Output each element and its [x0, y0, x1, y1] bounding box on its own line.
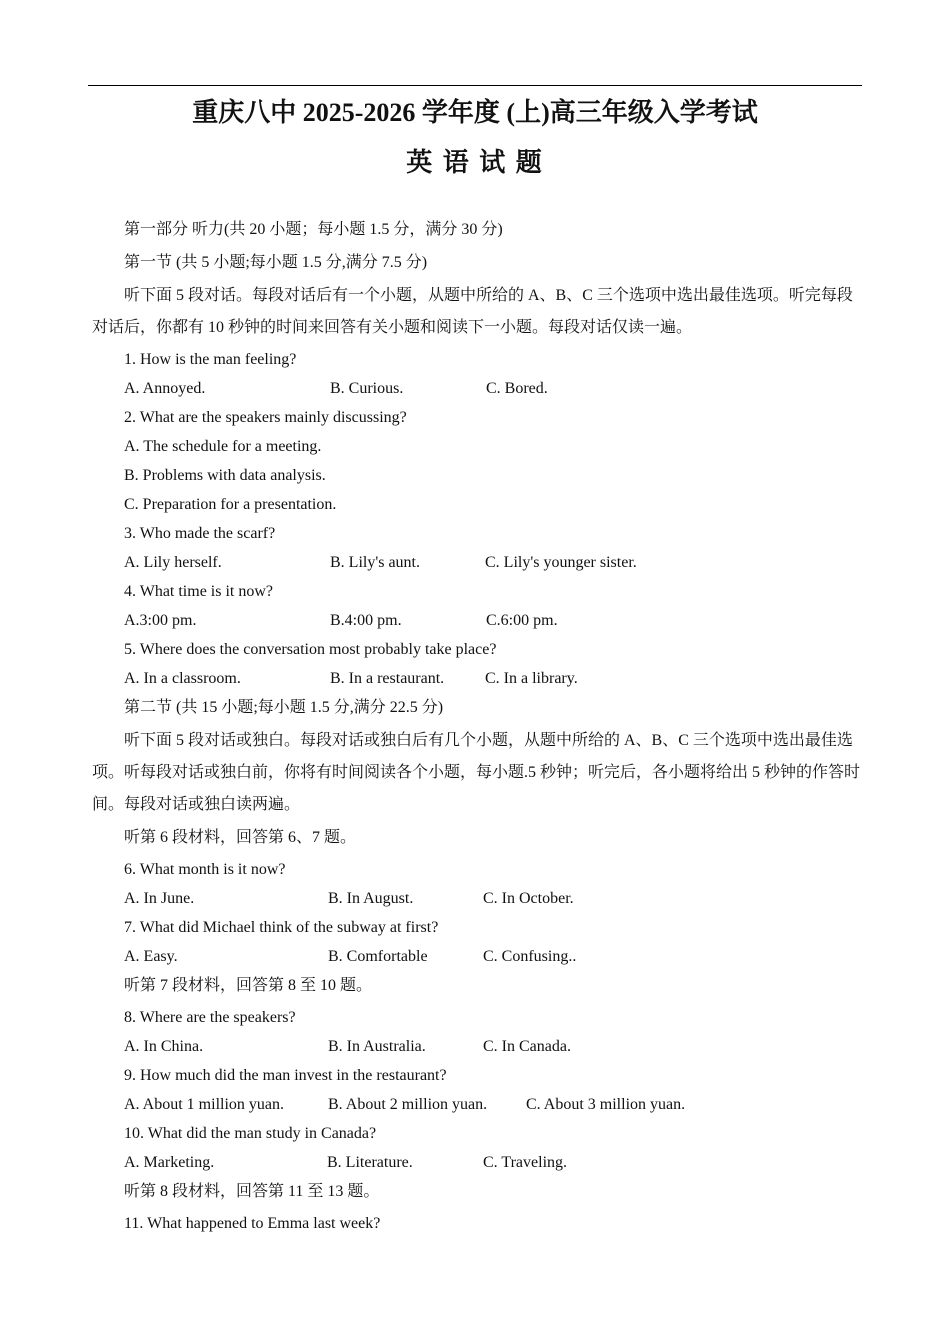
q3-option-a: A. Lily herself. [124, 554, 222, 571]
section1-heading: 第一节 (共 5 小题;每小题 1.5 分,满分 7.5 分) [124, 254, 428, 271]
q6-option-c: C. In October. [483, 890, 574, 907]
q2-option-a: A. The schedule for a meeting. [124, 438, 322, 455]
question-10: 10. What did the man study in Canada? [124, 1125, 377, 1142]
exam-title: 重庆八中 2025-2026 学年度 (上)高三年级入学考试 [192, 98, 758, 127]
question-11: 11. What happened to Emma last week? [124, 1215, 381, 1232]
exam-subtitle: 英 语 试 题 [406, 148, 544, 177]
q1-option-c: C. Bored. [486, 380, 548, 397]
q5-option-a: A. In a classroom. [124, 670, 241, 687]
q1-option-a: A. Annoyed. [124, 380, 206, 397]
section2-instructions: 听下面 5 段对话或独白。每段对话或独白后有几个小题，从题中所给的 A、B、C 三个选项中选出最佳选项。听每段对话或独白前，你将有时间阅读各个小题，每小题.5 秒钟；听完后，各小题将给出 5 秒钟的作答时间。每段对话或独白读两遍。 [92, 732, 861, 813]
q8-option-b: B. In Australia. [328, 1038, 426, 1055]
part1-heading: 第一部分 听力(共 20 小题；每小题 1.5 分，满分 30 分) [124, 221, 503, 238]
q2-option-c: C. Preparation for a presentation. [124, 496, 337, 513]
q6-option-a: A. In June. [124, 890, 195, 907]
question-7: 7. What did Michael think of the subway at first? [124, 919, 439, 936]
q6-option-b: B. In August. [328, 890, 414, 907]
q7-option-a: A. Easy. [124, 948, 178, 965]
question-2: 2. What are the speakers mainly discussing? [124, 409, 407, 426]
q8-option-c: C. In Canada. [483, 1038, 571, 1055]
question-1: 1. How is the man feeling? [124, 351, 297, 368]
q2-option-b: B. Problems with data analysis. [124, 467, 326, 484]
q1-option-b: B. Curious. [330, 380, 404, 397]
q5-option-b: B. In a restaurant. [330, 670, 445, 687]
q4-option-b: B.4:00 pm. [330, 612, 402, 629]
q10-option-a: A. Marketing. [124, 1154, 215, 1171]
q7-option-c: C. Confusing.. [483, 948, 577, 965]
q4-option-a: A.3:00 pm. [124, 612, 197, 629]
q10-option-c: C. Traveling. [483, 1154, 568, 1171]
q8-option-a: A. In China. [124, 1038, 204, 1055]
q9-option-b: B. About 2 million yuan. [328, 1096, 488, 1113]
material-7-instruction: 听第 7 段材料，回答第 8 至 10 题。 [124, 977, 373, 994]
q7-option-b: B. Comfortable [328, 948, 428, 965]
header-rule [88, 85, 862, 86]
question-6: 6. What month is it now? [124, 861, 286, 878]
q10-option-b: B. Literature. [327, 1154, 413, 1171]
question-3: 3. Who made the scarf? [124, 525, 276, 542]
q3-option-b: B. Lily's aunt. [330, 554, 420, 571]
question-5: 5. Where does the conversation most probably take place? [124, 641, 497, 658]
material-6-instruction: 听第 6 段材料，回答第 6、7 题。 [124, 829, 357, 846]
q5-option-c: C. In a library. [485, 670, 578, 687]
question-8: 8. Where are the speakers? [124, 1009, 296, 1026]
section2-heading: 第二节 (共 15 小题;每小题 1.5 分,满分 22.5 分) [124, 699, 444, 716]
q4-option-c: C.6:00 pm. [486, 612, 558, 629]
question-4: 4. What time is it now? [124, 583, 274, 600]
q3-option-c: C. Lily's younger sister. [485, 554, 637, 571]
q9-option-c: C. About 3 million yuan. [526, 1096, 686, 1113]
material-8-instruction: 听第 8 段材料，回答第 11 至 13 题。 [124, 1183, 380, 1200]
question-9: 9. How much did the man invest in the restaurant? [124, 1067, 447, 1084]
section1-instructions: 听下面 5 段对话。每段对话后有一个小题，从题中所给的 A、B、C 三个选项中选出最佳选项。听完每段对话后，你都有 10 秒钟的时间来回答有关小题和阅读下一小题。每段对话仅读一遍。 [92, 287, 853, 336]
q9-option-a: A. About 1 million yuan. [124, 1096, 284, 1113]
